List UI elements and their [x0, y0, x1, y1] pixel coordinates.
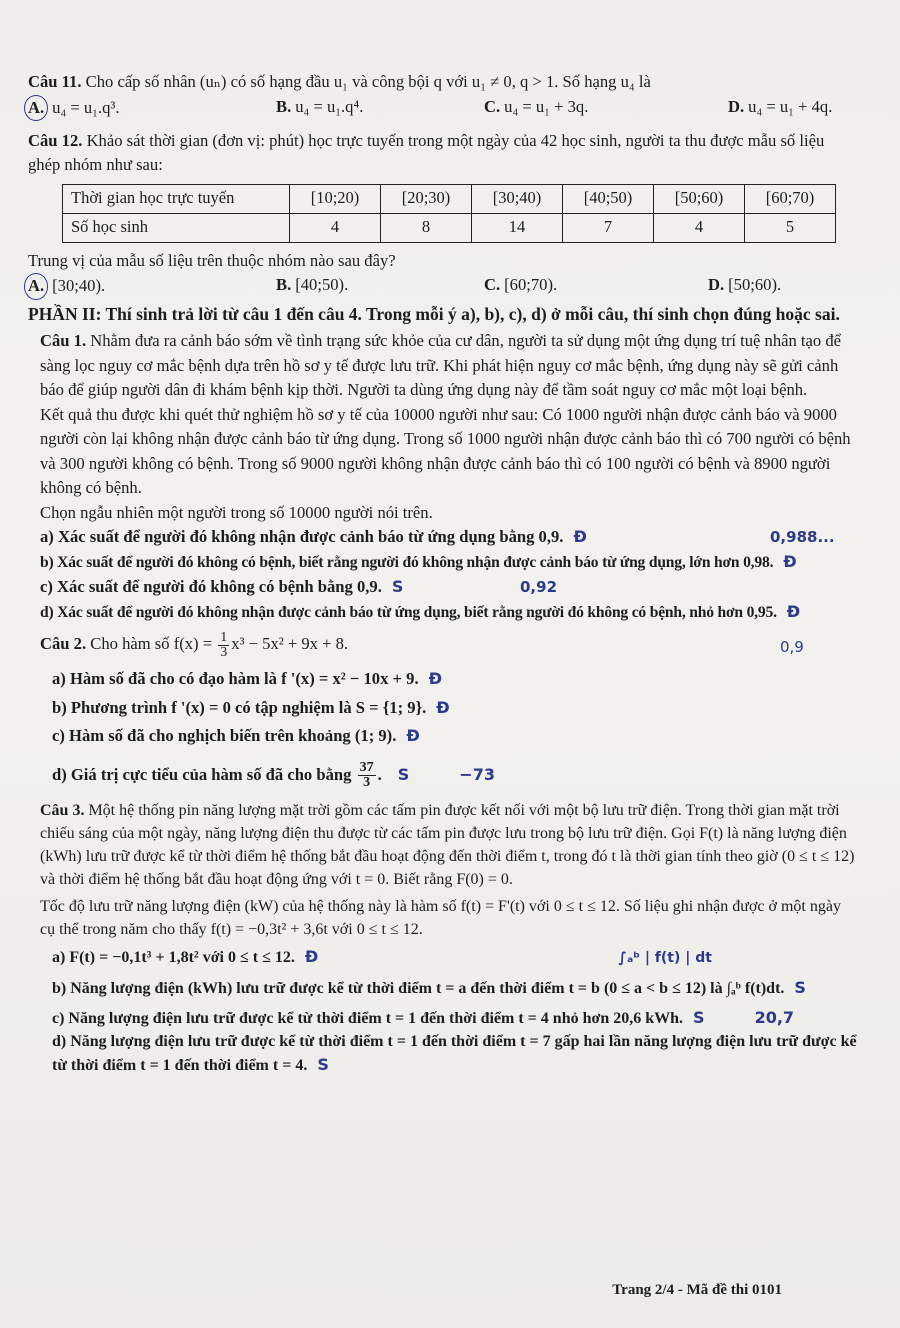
- handwritten-note: ∫ₐᵇ | f(t) | dt: [618, 949, 712, 966]
- part-2-title: PHẦN II: Thí sinh trả lời từ câu 1 đến câu 4. Trong mỗi ý a), b), c), d) ở mỗi câu, thí sinh chọn đúng hoặc sai.: [28, 304, 840, 324]
- option-c: C. [60;70).: [484, 275, 558, 294]
- statement-d: d) Xác suất để người đó không nhận được cảnh báo từ ứng dụng, biết rằng người đó không có bệnh, nhỏ hơn 0,95. Đ: [40, 601, 800, 621]
- handwritten-mark: S: [397, 764, 410, 784]
- handwritten-mark: Đ: [304, 946, 319, 966]
- handwritten-mark: S: [693, 1007, 705, 1027]
- question-1-data: Kết quả thu được khi quét thử nghiệm hồ sơ y tế của 10000 người như sau: Có 1000 người nhận được cảnh báo và 9000 người còn lại không nhận được cảnh báo từ ứng dụng. Trong số 1000 người nhận được cảnh báo thì có 700 người có bệnh và 300 người không có bệnh. Trong số 9000 người không nhận được cảnh báo thì có 100 người có bệnh và 8900 người không có bệnh.: [40, 404, 851, 497]
- question-label: Câu 3.: [40, 801, 85, 819]
- handwritten-mark: Đ: [786, 601, 800, 621]
- question-3-intro: Câu 3. Một hệ thống pin năng lượng mặt trời gồm các tấm pin được kết nối với một bộ lưu trữ điện. Trong thời gian mặt trời chiếu sáng của một ngày, năng lượng điện thu được từ các tấm pin được lưu trong bộ lưu trữ điện. Gọi F(t) là năng lượng điện (kWh) lưu trữ được kể từ thời điểm hệ thống bắt đầu hoạt động đến thời điểm t, trong đó t là thời gian tính theo giờ (0 ≤ t ≤ 12) và thời điểm hệ thống bắt đầu hoạt động ứng với t = 0. Biết rằng F(0) = 0.: [40, 801, 855, 888]
- statement-a: a) F(t) = −0,1t³ + 1,8t² với 0 ≤ t ≤ 12. Đ ∫ₐᵇ | f(t) | dt: [52, 946, 712, 966]
- question-2-intro: Câu 2. Cho hàm số f(x) = $\frac{1}{3}$ x³ − 5x² + 9x + 8.: [40, 629, 349, 660]
- question-1-prompt: Chọn ngẫu nhiên một người trong số 10000 người nói trên.: [40, 502, 433, 522]
- table-cell: 4: [654, 213, 745, 242]
- option-b: B. u₄ = u₁.q⁴.: [276, 96, 364, 116]
- question-12-options: [28, 273, 860, 299]
- table-cell: [40;50): [563, 184, 654, 213]
- table-header-cell: Số học sinh: [63, 213, 290, 242]
- handwritten-mark: Đ: [428, 669, 443, 688]
- handwritten-note: −73: [459, 764, 495, 784]
- question-label: Câu 12.: [28, 130, 83, 150]
- handwritten-mark: Đ: [573, 527, 587, 546]
- option-a: A. [30;40).: [28, 273, 105, 300]
- table-row: [63, 213, 836, 242]
- table-cell: 5: [745, 213, 836, 242]
- question-1-intro: Câu 1. Nhằm đưa ra cảnh báo sớm về tình trạng sức khỏe của cư dân, người ta sử dụng một ứng dụng trí tuệ nhân tạo để sàng lọc nguy cơ mắc bệnh dựa trên hồ sơ y tế được lưu trữ. Khi phát hiện nguy cơ mắc bệnh, ứng dụng này sẽ gửi cảnh báo để giúp người dân đi khám bệnh kịp thời. Người ta dùng ứng dụng này để tầm soát nguy cơ mắc một loại bệnh.: [40, 331, 842, 399]
- question-label: Câu 2.: [40, 634, 87, 653]
- statement-a: a) Hàm số đã cho có đạo hàm là f '(x) = x² − 10x + 9. Đ: [52, 669, 443, 688]
- table-cell: [10;20): [290, 184, 381, 213]
- option-b: B. [40;50).: [276, 275, 349, 294]
- table-cell: 4: [290, 213, 381, 242]
- question-text: Khảo sát thời gian (đơn vị: phút) học trực tuyến trong một ngày của 42 học sinh, người ta thu được mẫu số liệu ghép nhóm như sau:: [28, 130, 825, 174]
- handwritten-mark: Đ: [406, 726, 420, 745]
- grouped-data-table: [62, 184, 836, 243]
- handwritten-note: 0,988...: [770, 528, 835, 546]
- statement-b: b) Phương trình f '(x) = 0 có tập nghiệm là S = {1; 9}. Đ: [52, 697, 450, 717]
- handwritten-note: 0,9: [780, 638, 804, 656]
- table-row: [63, 184, 836, 213]
- option-d: D. u₄ = u₁ + 4q.: [728, 96, 833, 116]
- table-cell: [20;30): [381, 184, 472, 213]
- statement-c: c) Năng lượng điện lưu trữ được kể từ thời điểm t = 1 đến thời điểm t = 4 nhỏ hơn 20,6 kWh. S 20,7: [52, 1007, 795, 1027]
- statement-d: d) Giá trị cực tiểu của hàm số đã cho bằng $\frac{37}{3}$ . S −73: [52, 760, 495, 791]
- fraction: $\frac{37}{3}$: [359, 760, 374, 791]
- question-12-prompt: Trung vị của mẫu số liệu trên thuộc nhóm nào sau đây?: [28, 250, 396, 270]
- table-cell: 7: [563, 213, 654, 242]
- question-label: Câu 1.: [40, 331, 87, 350]
- handwritten-mark: S: [794, 977, 806, 997]
- handwritten-mark: Đ: [436, 697, 450, 717]
- statement-b: b) Xác suất để người đó không có bệnh, biết rằng người đó không nhận được cảnh báo từ ứng dụng, lớn hơn 0,98. Đ: [40, 551, 797, 571]
- handwritten-note: 20,7: [754, 1007, 795, 1027]
- question-3-data: Tốc độ lưu trữ năng lượng điện (kW) của hệ thống này là hàm số f(t) = F'(t) với 0 ≤ t ≤ 12. Số liệu ghi nhận được ở một ngày cụ thể trong năm cho thấy f(t) = −0,3t² + 3,6t với 0 ≤ t ≤ 12.: [40, 897, 841, 938]
- handwritten-mark: S: [391, 577, 404, 596]
- table-cell: [50;60): [654, 184, 745, 213]
- part2-question-3: [28, 799, 860, 1077]
- option-d: D. [50;60).: [708, 275, 782, 294]
- statement-c: c) Hàm số đã cho nghịch biến trên khoảng (1; 9). Đ: [52, 726, 420, 745]
- statement-a: a) Xác suất để người đó không nhận được cảnh báo từ ứng dụng bằng 0,9. Đ 0,988...: [40, 525, 860, 550]
- part2-question-1: [28, 329, 860, 625]
- table-cell: [60;70): [745, 184, 836, 213]
- fraction: $\frac{1}{3}$: [220, 629, 228, 660]
- table-cell: [30;40): [472, 184, 563, 213]
- table-cell: 8: [381, 213, 472, 242]
- option-c: C. u₄ = u₁ + 3q.: [484, 96, 589, 116]
- statement-d: d) Năng lượng điện lưu trữ được kể từ thời điểm t = 1 đến thời điểm t = 7 gấp hai lần năng lượng điện lưu trữ được kể từ thời điểm t = 1 đến thời điểm t = 4. S: [52, 1032, 857, 1074]
- question-11-options: [28, 95, 860, 121]
- table-header-cell: Thời gian học trực tuyến: [63, 184, 290, 213]
- handwritten-mark: Đ: [783, 551, 797, 571]
- handwritten-mark: S: [317, 1054, 329, 1074]
- statement-c: c) Xác suất để người đó không có bệnh bằng 0,9. S 0,92: [40, 575, 860, 600]
- table-cell: 14: [472, 213, 563, 242]
- statement-b: b) Năng lượng điện (kWh) lưu trữ được kể từ thời điểm t = a đến thời điểm t = b (0 ≤ a < b ≤ 12) là ∫ₐᵇ f(t)dt. S: [52, 977, 806, 997]
- question-label: Câu 11.: [28, 72, 82, 91]
- option-a: A. u₄ = u₁.q³.: [28, 95, 120, 122]
- page-footer: Trang 2/4 - Mã đề thi 0101: [612, 1282, 782, 1298]
- part2-question-2: [28, 625, 860, 793]
- handwritten-note: 0,92: [520, 578, 558, 596]
- question-11: [28, 70, 860, 95]
- question-12: [28, 129, 860, 178]
- question-text: Cho cấp số nhân (uₙ) có số hạng đầu u₁ và công bội q với u₁ ≠ 0, q > 1. Số hạng u₄ là: [85, 72, 651, 91]
